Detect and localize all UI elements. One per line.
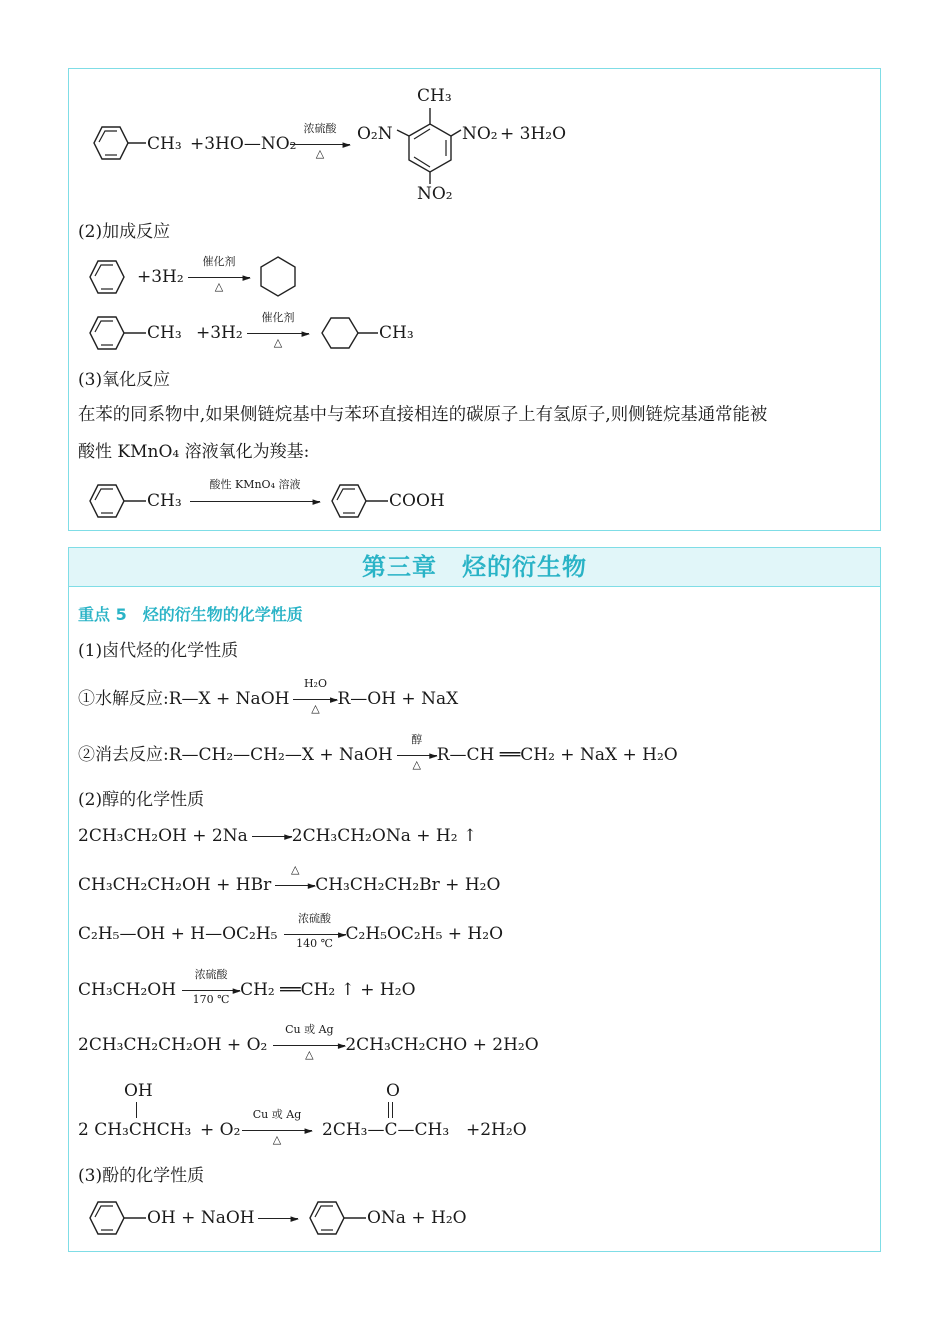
oxidation-arrow: 酸性 KMnO₄ 溶液 ► xyxy=(190,491,320,511)
acetone-right: —CH₃ xyxy=(397,1120,450,1140)
tnt-ring-icon xyxy=(395,104,465,188)
key-point-title: 重点 5 烃的衍生物的化学性质 xyxy=(78,605,303,624)
arrow-label-above: Cu 或 Ag xyxy=(252,1108,302,1121)
haloalkane-heading: (1)卤代烃的化学性质 xyxy=(78,641,239,661)
oxidation-text-line2: 酸性 KMnO₄ 溶液氧化为羧基: xyxy=(78,442,310,462)
phenol-heading: (3)酚的化学性质 xyxy=(78,1166,205,1186)
arrow-label-above: 催化剂 xyxy=(202,255,236,268)
alc2-rhs: CH₃CH₂CH₂Br + H₂O xyxy=(315,875,501,895)
arrow-label-above: 浓硫酸 xyxy=(194,968,228,981)
benzene-ring-icon xyxy=(86,256,130,298)
nitric-acid-reagent: +3HO—NO₂ xyxy=(190,134,297,154)
methylcyclohexane-ch3: CH₃ xyxy=(379,323,414,343)
acetone-carbon: C xyxy=(384,1120,398,1140)
arrow-label-below: △ xyxy=(315,147,325,160)
toluene-ring-icon xyxy=(86,312,148,354)
cooh-group: COOH xyxy=(389,491,445,511)
arrow-label-above: 浓硫酸 xyxy=(298,912,332,925)
alc1-lhs: 2CH₃CH₂OH + 2Na xyxy=(78,826,248,846)
alcohol-sodium-equation: 2CH₃CH₂OH + 2Na ► 2CH₃CH₂ONa + H₂ ↑ xyxy=(78,826,478,846)
alc5-lhs: 2CH₃CH₂CH₂OH + O₂ xyxy=(78,1035,268,1055)
arrow-label-below: 170 ℃ xyxy=(192,993,230,1006)
alc5-rhs: 2CH₃CH₂CHO + 2H₂O xyxy=(345,1035,539,1055)
hydrogen-reagent: +3H₂ xyxy=(196,323,243,343)
methylcyclohexane-ring-icon xyxy=(318,310,380,356)
phenol-ring-icon xyxy=(86,1197,148,1239)
tnt-no2-bottom: NO₂ xyxy=(417,184,453,204)
arrow-label-above: △ xyxy=(290,863,300,876)
toluene-ring-icon xyxy=(86,120,148,166)
alcohol-heading: (2)醇的化学性质 xyxy=(78,790,205,810)
arrow-label-above: 催化剂 xyxy=(261,311,295,324)
hydrolysis-equation: ①水解反应:R—X + NaOH H₂O ► △ R—OH + NaX xyxy=(78,677,459,715)
tnt-no2-right: NO₂ xyxy=(462,124,498,144)
oxidation-text-line1: 在苯的同系物中,如果侧链烷基中与苯环直接相连的碳原子上有氢原子,则侧链烷基通常能被 xyxy=(78,405,768,425)
benzoic-acid-ring-icon xyxy=(328,480,390,522)
phenol-lhs: OH + NaOH xyxy=(147,1208,255,1228)
tnt-water: + 3H₂O xyxy=(500,124,567,144)
propanol-oxidation-equation: 2CH₃CH₂CH₂OH + O₂ Cu 或 Ag ► △ 2CH₃CH₂CHO + 2H₂O xyxy=(78,1023,539,1061)
alc4-rhs: CH₂ ══CH₂ ↑ + H₂O xyxy=(240,980,416,1000)
phenoxide-rhs: ONa + H₂O xyxy=(367,1208,467,1228)
hydrolysis-rhs: R—OH + NaX xyxy=(337,689,459,709)
alc4-lhs: CH₃CH₂OH xyxy=(78,980,177,1000)
alc3-rhs: C₂H₅OC₂H₅ + H₂O xyxy=(345,924,504,944)
arrow-label-above: Cu 或 Ag xyxy=(285,1023,334,1036)
arrow-label-above: 酸性 KMnO₄ 溶液 xyxy=(209,478,301,491)
arrow-label-above: H₂O xyxy=(303,677,327,690)
toluene-ch3: CH₃ xyxy=(147,323,182,343)
toluene-ch3: CH₃ xyxy=(147,134,182,154)
arrow-label-below: △ xyxy=(214,280,224,293)
oxygen-reagent: + O₂ xyxy=(200,1120,241,1140)
isopropanol-formula: 2 CH₃CHCH₃ xyxy=(78,1120,192,1140)
tnt-methyl: CH₃ xyxy=(417,86,452,106)
alc2-lhs: CH₃CH₂CH₂OH + HBr xyxy=(78,875,272,895)
alcohol-hbr-equation: CH₃CH₂CH₂OH + HBr △ ► CH₃CH₂CH₂Br + H₂O xyxy=(78,863,501,895)
water-product: +2H₂O xyxy=(466,1120,527,1140)
acetone-left: 2CH₃— xyxy=(322,1120,385,1140)
hydroxyl-bond xyxy=(136,1102,137,1118)
nitration-arrow: 浓硫酸 ► △ xyxy=(290,134,350,154)
phenol-arrow: ► xyxy=(258,1208,298,1228)
ethanol-dehydration-equation: CH₃CH₂OH 浓硫酸 ► 170 ℃ CH₂ ══CH₂ ↑ + H₂O xyxy=(78,968,416,1006)
oxidation-heading: (3)氧化反应 xyxy=(78,370,171,390)
arrow-label-below: △ xyxy=(412,758,421,771)
arrow-label-above: 浓硫酸 xyxy=(303,122,337,135)
hydroxyl-label: OH xyxy=(124,1081,153,1101)
tnt-o2n: O₂N xyxy=(357,124,393,144)
arrow-label-below: △ xyxy=(273,336,283,349)
hydrolysis-lhs: ①水解反应:R—X + NaOH xyxy=(78,689,290,709)
addition2-arrow: 催化剂 ► △ xyxy=(247,323,309,343)
elimination-rhs: R—CH ══CH₂ + NaX + H₂O xyxy=(436,745,678,765)
addition-heading: (2)加成反应 xyxy=(78,222,171,242)
addition1-arrow: 催化剂 ► △ xyxy=(188,267,250,287)
toluene-ch3: CH₃ xyxy=(147,491,182,511)
sodium-phenoxide-ring-icon xyxy=(306,1197,368,1239)
elimination-equation: ②消去反应:R—CH₂—CH₂—X + NaOH 醇 ► △ R—CH ══CH₂ + NaX + H₂O xyxy=(78,733,678,771)
elimination-lhs: ②消去反应:R—CH₂—CH₂—X + NaOH xyxy=(78,745,393,765)
arrow-label-below: △ xyxy=(311,702,320,715)
arrow-label-below: △ xyxy=(272,1133,282,1146)
toluene-ring-icon xyxy=(86,480,148,522)
acetone-formula xyxy=(322,1120,449,1140)
carbonyl-oxygen: O xyxy=(386,1081,400,1101)
alc3-lhs: C₂H₅—OH + H—OC₂H₅ xyxy=(78,924,278,944)
hydrogen-reagent: +3H₂ xyxy=(137,267,184,287)
carbonyl-double-bond xyxy=(388,1102,393,1118)
alc1-rhs: 2CH₃CH₂ONa + H₂ ↑ xyxy=(291,826,478,846)
arrow-label-below: △ xyxy=(305,1048,314,1061)
chapter-title: 第三章 烃的衍生物 xyxy=(69,548,880,587)
isopropanol-arrow: Cu 或 Ag ► △ xyxy=(242,1120,312,1140)
cyclohexane-ring-icon xyxy=(256,254,300,298)
arrow-label-below: 140 ℃ xyxy=(296,937,333,950)
ether-formation-equation: C₂H₅—OH + H—OC₂H₅ 浓硫酸 ► 140 ℃ C₂H₅OC₂H₅ + H₂O xyxy=(78,912,504,950)
arrow-label-above: 醇 xyxy=(411,733,423,746)
